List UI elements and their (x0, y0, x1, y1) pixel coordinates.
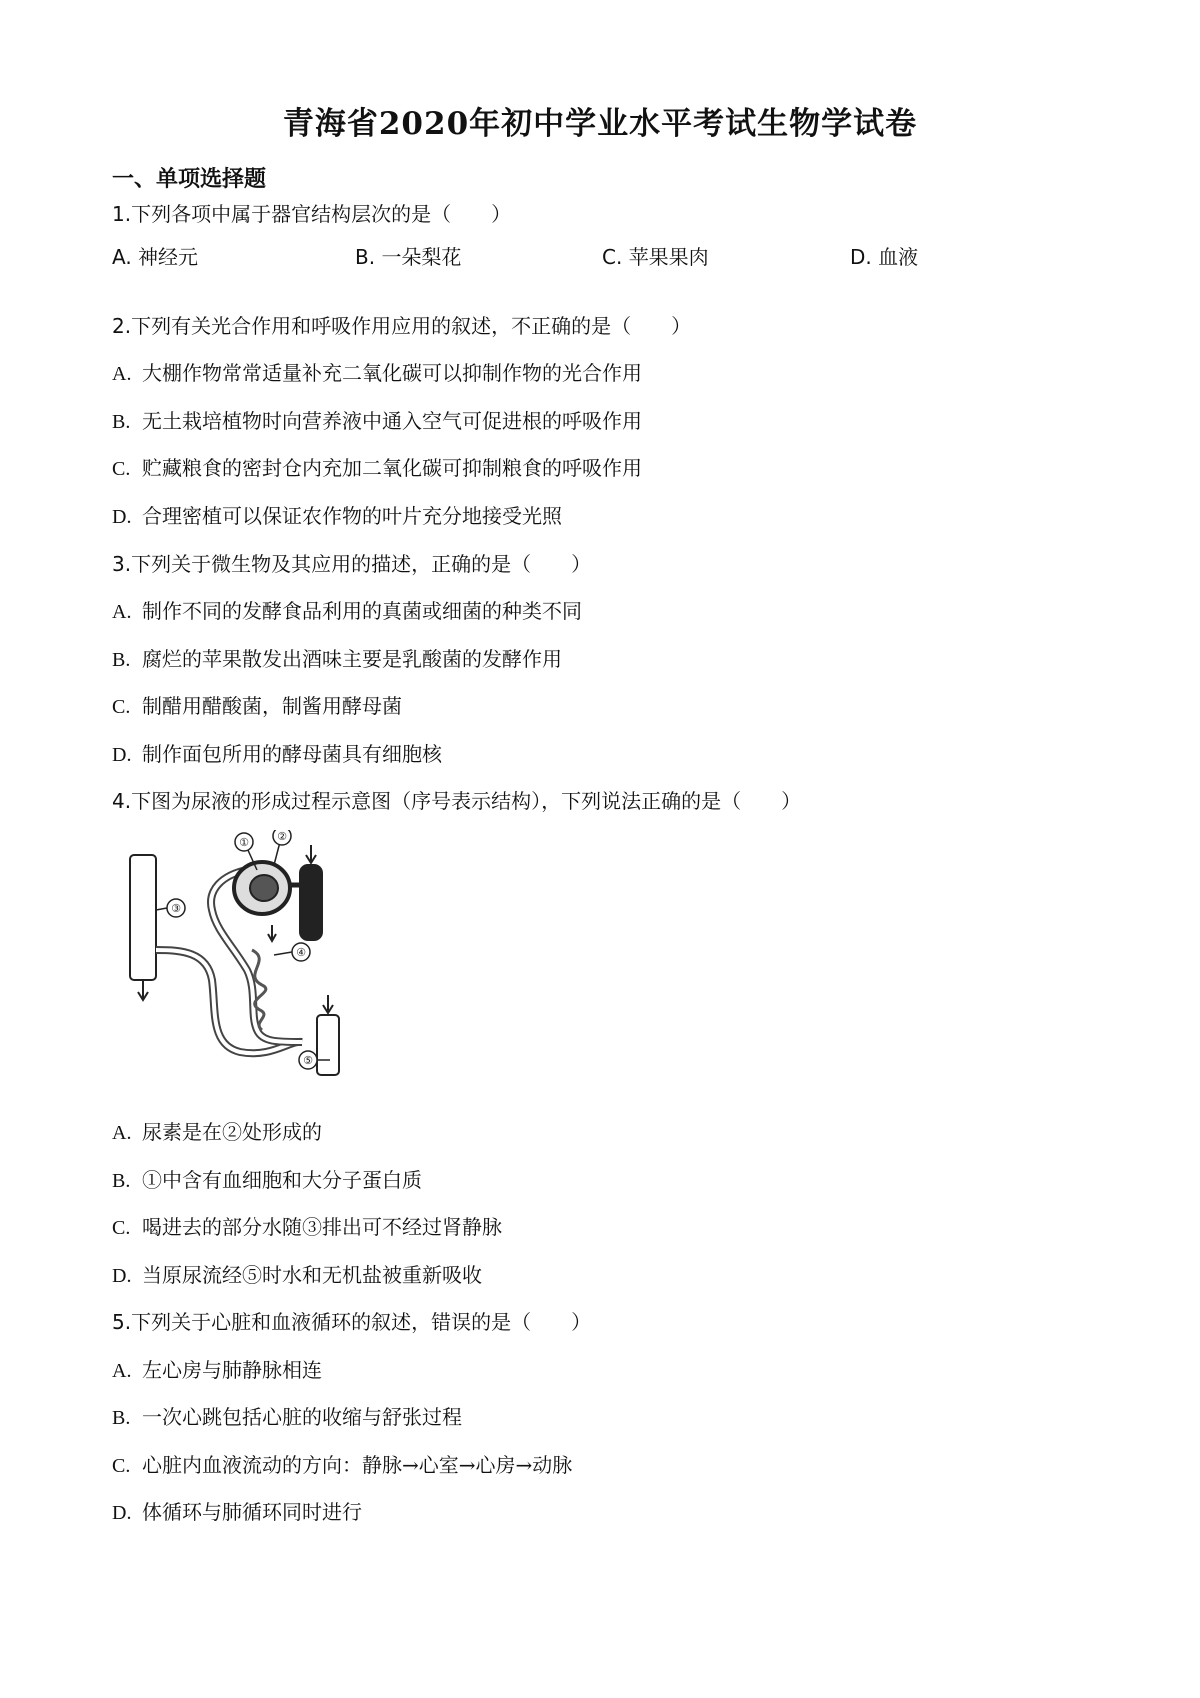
q1-option-a: A. 神经元 (112, 245, 199, 269)
q3-option-a: A. 制作不同的发酵食品利用的真菌或细菌的种类不同 (112, 599, 582, 623)
q4-option-d: D. 当原尿流经⑤时水和无机盐被重新吸收 (112, 1263, 482, 1287)
q5-option-c: C. 心脏内血液流动的方向：静脉→心室→心房→动脉 (112, 1453, 573, 1477)
question-2-stem: 2.下列有关光合作用和呼吸作用应用的叙述，不正确的是（ ） (112, 314, 692, 338)
page-title: 青海省2020年初中学业水平考试生物学试卷 (282, 106, 918, 142)
label-4: ④ (296, 946, 306, 959)
q5-option-d: D. 体循环与肺循环同时进行 (112, 1500, 362, 1524)
q1-option-d: D. 血液 (850, 245, 919, 269)
urine-formation-diagram (112, 830, 392, 1080)
label-2: ② (277, 830, 287, 843)
q2-option-c: C. 贮藏粮食的密封仓内充加二氧化碳可抑制粮食的呼吸作用 (112, 456, 642, 480)
q4-option-b: B. ①中含有血细胞和大分子蛋白质 (112, 1168, 422, 1192)
q3-option-b: B. 腐烂的苹果散发出酒味主要是乳酸菌的发酵作用 (112, 647, 562, 671)
q3-option-d: D. 制作面包所用的酵母菌具有细胞核 (112, 742, 442, 766)
q4-option-a: A. 尿素是在②处形成的 (112, 1120, 322, 1144)
label-1: ① (239, 836, 249, 849)
renal-vein (317, 1015, 339, 1075)
glomerulus (250, 875, 278, 901)
q2-option-a: A. 大棚作物常常适量补充二氧化碳可以抑制作物的光合作用 (112, 361, 642, 385)
q5-option-a: A. 左心房与肺静脉相连 (112, 1358, 322, 1382)
collecting-duct (130, 855, 156, 980)
question-5-stem: 5.下列关于心脏和血液循环的叙述，错误的是（ ） (112, 1310, 592, 1334)
question-4-stem: 4.下图为尿液的形成过程示意图（序号表示结构），下列说法正确的是（ ） (112, 789, 802, 813)
question-3-stem: 3.下列关于微生物及其应用的描述，正确的是（ ） (112, 552, 592, 576)
question-1-stem: 1.下列各项中属于器官结构层次的是（ ） (112, 202, 512, 226)
q1-option-b: B. 一朵梨花 (355, 245, 462, 269)
renal-vessel (300, 865, 322, 940)
q3-option-c: C. 制醋用醋酸菌，制酱用酵母菌 (112, 694, 402, 718)
label-3: ③ (171, 902, 181, 915)
q1-option-c: C. 苹果果肉 (602, 245, 709, 269)
q2-option-d: D. 合理密植可以保证农作物的叶片充分地接受光照 (112, 504, 562, 528)
label-5: ⑤ (303, 1054, 313, 1067)
q5-option-b: B. 一次心跳包括心脏的收缩与舒张过程 (112, 1405, 462, 1429)
section-heading: 一、单项选择题 (112, 166, 267, 192)
q4-option-c: C. 喝进去的部分水随③排出可不经过肾静脉 (112, 1215, 502, 1239)
q2-option-b: B. 无土栽培植物时向营养液中通入空气可促进根的呼吸作用 (112, 409, 642, 433)
